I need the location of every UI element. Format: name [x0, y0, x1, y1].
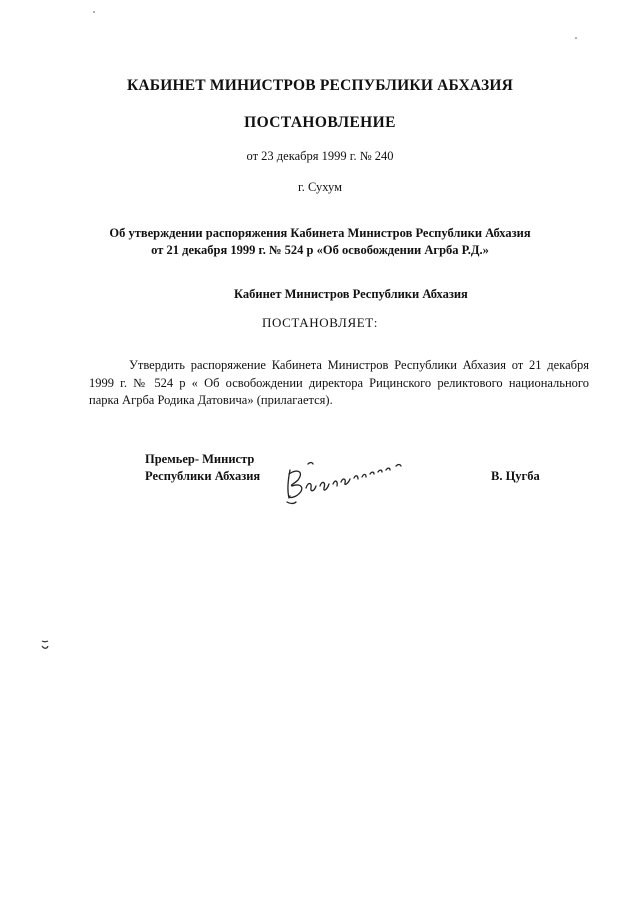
subject-line-1: Об утверждении распоряжения Кабинета Министров Республики Абхазия [109, 226, 531, 240]
document-date-number: от 23 декабря 1999 г. № 240 [246, 149, 394, 163]
document-subject [0, 225, 640, 259]
body-line-2: 1999 г. № 524 р « Об освобождении директора Рицинского реликтового национального [89, 375, 589, 390]
document-type-title: ПОСТАНОВЛЕНИЕ [244, 114, 396, 131]
body-line-3: парка Агрба Родика Датовича» (прилагается). [89, 393, 333, 407]
signatory-title-line-2: Республики Абхазия [145, 469, 261, 483]
decree-word: ПОСТАНОВЛЯЕТ: [261, 315, 379, 330]
document-place: г. Сухум [297, 180, 342, 194]
body-line-1: Утвердить распоряжение Кабинета Министров Республики Абхазия от 21 декабря [129, 358, 589, 372]
signatory-name: В. Цугба [491, 469, 540, 483]
handwritten-signature [284, 452, 424, 507]
subject-line-2: от 21 декабря 1999 г. № 524 р «Об освобождении Агрба Р.Д.» [151, 243, 489, 257]
scan-speck-mark [574, 36, 578, 40]
scan-speck-mark [39, 638, 51, 652]
preamble: Кабинет Министров Республики Абхазия [234, 287, 468, 301]
organization-header: КАБИНЕТ МИНИСТРОВ РЕСПУБЛИКИ АБХАЗИЯ [126, 77, 514, 94]
resolution-body [89, 357, 589, 410]
scan-speck-mark [92, 10, 96, 14]
signatory-title [145, 451, 260, 485]
signatory-title-line-1: Премьер- Министр [145, 452, 255, 466]
